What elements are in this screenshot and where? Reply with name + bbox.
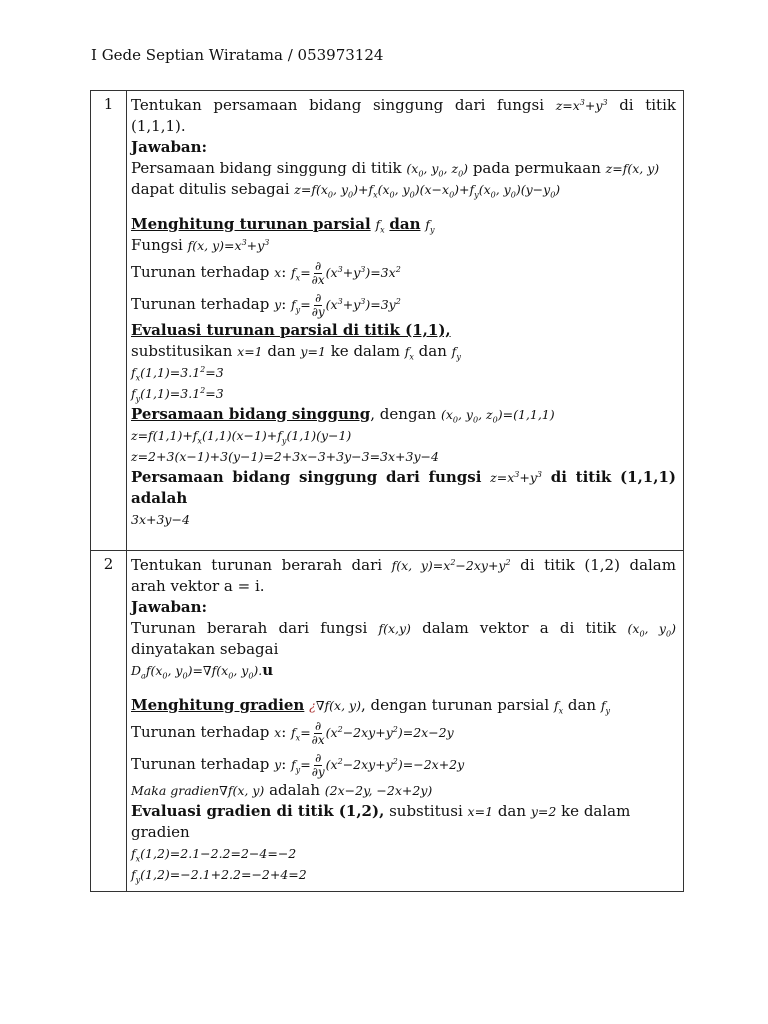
author-header: I Gede Septian Wiratama / 053973124 — [91, 46, 384, 64]
question-line: Tentukan persamaan bidang singgung dari fungsi $z=x^3+y^3$ di titik — [131, 96, 676, 114]
math-expr: $z=x^3+y^3$ — [555, 97, 608, 113]
math-line: $z=f(1,1)+f_x(1,1)(x-1)+f_y(1,1)(y-1)$ — [131, 428, 352, 446]
math-line: $f_y(1,1)=3.1^2=3$ — [131, 385, 224, 404]
math-line: z=2+3(x−1)+3(y−1)=2+3x−3+3y−3=3x+3y−4 — [131, 449, 439, 464]
text-line: Fungsi f(x, $y)=x^3+y^3$ — [131, 236, 270, 254]
math-line: $f_x(1,1)=3.1^2=3$ — [131, 364, 224, 383]
math-line: 3x+3y−4 — [131, 512, 190, 527]
text-line: Turunan terhadap x: $f_x=$ $\frac{\partial}{\partial x}$ $(x^2-2xy+y^2)=2x-2y$ — [131, 718, 454, 747]
text-line: Turunan terhadap x: $f_x=$ $\frac{\partial}{\partial x}$ $(x^3+y^3)=3x^2$ — [131, 258, 401, 287]
question-line: Tentukan turunan berarah dari f(x, $y)=x^2-2xy+y^2$ di titik (1,2) dalam — [131, 556, 676, 574]
text-line: Persamaan bidang singgung di titik ($x_0$, $y_0$, $z_0$) pada permukaan z=f(x, y) — [131, 159, 660, 179]
row-number: 2 — [91, 551, 127, 892]
text-line: Turunan terhadap y: $f_y=$ $\frac{\partial}{\partial y}$ $(x^3+y^3)=3y^2$ — [131, 290, 401, 319]
section-heading: Persamaan bidang singgung, dengan ($x_0$, $y_0$, $z_0)=(1,1,1)$ — [131, 405, 555, 425]
row-content — [127, 91, 684, 551]
row-number: 1 — [91, 91, 127, 551]
fraction: $\frac{\partial}{\partial y}$ — [311, 290, 325, 319]
row-content — [127, 551, 684, 892]
math-line: $f_x(1,2)=2.1-2.2=2-4=-2$ — [131, 846, 297, 864]
text-line: dapat ditulis sebagai $z=f(x_0$, $y_0)+f_x(x_0$, $y_0)(x-x_0)+f_y(x_0$, $y_0)(y-y_0)$ — [131, 180, 561, 200]
section-heading: Persamaan bidang singgung dari fungsi $z=x^3+y^3$ di titik (1,1,1) adalah — [131, 468, 676, 507]
table-row — [91, 91, 684, 551]
fraction: $\frac{\partial}{\partial x}$ — [311, 718, 325, 747]
text-line: Turunan berarah dari fungsi f(x,y) dalam vektor a di titik ($x_0$, $y_0$) — [131, 619, 676, 639]
text-line: Turunan terhadap y: $f_y=$ $\frac{\partial}{\partial y}$ $(x^2-2xy+y^2)=-2x+2y$ — [131, 750, 465, 779]
section-heading: Menghitung turunan parsial $f_x$ dan $f_y$ — [131, 215, 435, 235]
section-heading: Menghitung gradien ¿∇f(x, y), dengan turunan parsial $f_x$ dan $f_y$ — [131, 696, 611, 716]
section-heading: Evaluasi gradien di titik (1,2), substitusi x=1 dan y=2 ke dalam gradien — [131, 802, 631, 841]
fraction: $\frac{\partial}{\partial y}$ — [311, 750, 325, 779]
question-line: arah vektor a = i. — [131, 577, 265, 595]
question-line: (1,1,1). — [131, 117, 186, 135]
text-line: dinyatakan sebagai — [131, 640, 279, 658]
math-line: $f_y(1,2)=-2.1+2.2=-2+4=2$ — [131, 867, 307, 885]
answer-label: Jawaban: — [131, 138, 208, 156]
section-heading: Evaluasi turunan parsial di titik (1,1), — [131, 321, 451, 339]
math-line: $D_af(x_0$, $y_0)=\nabla f(x_0$, $y_0).u$ — [131, 661, 274, 681]
answer-table — [90, 90, 684, 892]
fraction: $\frac{\partial}{\partial x}$ — [311, 258, 325, 287]
text-line: substitusikan x=1 dan y=1 ke dalam $f_x$ dan $f_y$ — [131, 342, 461, 362]
text-line: Maka gradien∇f(x, y) adalah (2x−2y, −2x+2y) — [131, 781, 433, 799]
table-row — [91, 551, 684, 892]
answer-label: Jawaban: — [131, 598, 208, 616]
